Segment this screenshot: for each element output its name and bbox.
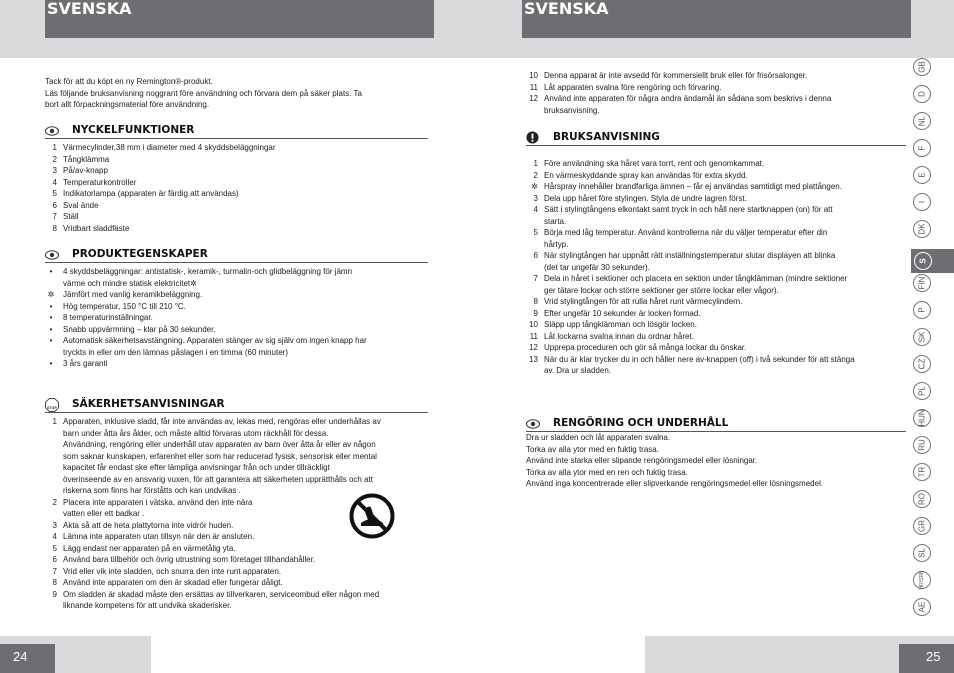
- item-text: Temperaturkontroller: [63, 177, 137, 187]
- tab-label: RU: [917, 439, 927, 451]
- list-item: [526, 158, 906, 170]
- tab-label: SK: [917, 331, 927, 343]
- left-page-title: SVENSKA: [47, 0, 132, 18]
- item-number: 1: [52, 417, 57, 426]
- tab-label: CZ: [917, 358, 927, 370]
- item-text: När stylingtången har uppnått rätt inställningstemperatur slutar displayen att blinka: [544, 251, 836, 260]
- tab-p[interactable]: [913, 301, 931, 319]
- list-item: [45, 428, 428, 440]
- list-item: [45, 324, 428, 336]
- item-text: överinseende av en ansvarig vuxen, för att garantera att säkerheten upprätthålls och att: [63, 474, 373, 484]
- item-text: Sval ände: [63, 200, 99, 210]
- list-item: [45, 577, 428, 589]
- list-item: [526, 204, 906, 216]
- item-number: 6: [52, 200, 57, 210]
- item-number: 3: [52, 166, 57, 175]
- properties-heading: [45, 248, 428, 263]
- item-number: 12: [529, 94, 538, 103]
- left-page-number: [0, 644, 55, 673]
- item-text: Låt apparaten svalna före rengöring och förvaring.: [544, 82, 722, 92]
- item-number: 6: [533, 251, 538, 260]
- list-item: [45, 289, 428, 301]
- intro-line: Läs följande bruksanvisning noggrant före användning och förvara dem på säker plats. Ta: [45, 88, 362, 98]
- language-tabs: [912, 58, 934, 625]
- item-text: Värmecylinder,38 mm i diameter med 4 skyddsbeläggningar: [63, 143, 276, 152]
- instructions-list: [526, 158, 906, 377]
- list-item: [526, 181, 906, 193]
- item-number: 10: [529, 320, 538, 329]
- list-item: [526, 193, 906, 205]
- cleaning-line: Använd inte starka eller slipande rengöringsmedel eller lösningar.: [526, 456, 758, 465]
- item-text: Dela upp håret före stylingen. Styla de undre lagren först.: [544, 193, 747, 203]
- item-text: Sätt i stylingtångens elkontakt samt tryck in och håll nere startknappen (on) för att: [544, 205, 833, 214]
- tab-label: S: [918, 258, 928, 264]
- list-item: [526, 308, 906, 320]
- item-text: Placera inte apparaten i vätska, använd den inte nära: [63, 497, 253, 507]
- item-text: Efter ungefär 10 sekunder är locken formad.: [544, 308, 701, 318]
- tab-label: HUN: [917, 409, 927, 427]
- item-number: 8: [52, 578, 57, 587]
- item-text: 3 års garanti: [63, 359, 108, 368]
- tab-ae[interactable]: [913, 598, 931, 616]
- instructions-heading: [526, 131, 906, 146]
- cleaning-title: RENGÖRING OCH UNDERHÅLL: [553, 417, 729, 429]
- list-item: [526, 250, 906, 262]
- item-number: 3: [52, 520, 57, 530]
- tab-s[interactable]: [914, 252, 932, 270]
- item-text: 8 temperaturinställningar.: [63, 313, 153, 322]
- cleaning-line: Torka av alla ytor med en ren och fuktig trasa.: [526, 467, 688, 477]
- tab-label: PL: [917, 386, 927, 396]
- item-text: Användning, rengöring eller underhåll utav apparaten av barn över åtta år eller av någon: [63, 440, 376, 449]
- item-text: Indikatorlampa (apparaten är färdig att användas): [63, 189, 239, 198]
- item-number: 10: [529, 71, 538, 80]
- safety-heading: [45, 398, 428, 413]
- tab-label: D: [917, 91, 927, 97]
- properties-list: [45, 266, 428, 370]
- tab-label: GB: [917, 61, 927, 73]
- item-text: Börja med låg temperatur. Använd kontrollerna när du väljer temperatur efter din: [544, 228, 828, 237]
- no-water-icon: [349, 493, 395, 539]
- item-text: Om sladden är skadad måste den ersättas av tillverkaren, serviceombud eller någon med: [63, 589, 380, 599]
- list-item: [526, 262, 906, 274]
- item-text: kapacitet får endast ske efter lämpliga anvisningar från och under tillräckligt: [63, 463, 330, 472]
- list-item: [526, 170, 906, 182]
- item-number: 7: [52, 566, 57, 576]
- tab-sk[interactable]: [913, 328, 931, 346]
- list-item: [526, 70, 906, 82]
- item-number: •: [49, 313, 53, 322]
- list-item: [526, 319, 906, 331]
- item-number: 12: [529, 343, 538, 352]
- key-features-list: [45, 142, 428, 234]
- tab-label: SL: [917, 548, 927, 558]
- item-text: Akta så att de heta plattytorna inte vidrör huden.: [63, 520, 234, 530]
- item-text: tryckts in eller om den lämnas påslagen i en timma (60 minuter): [63, 347, 288, 357]
- item-number: 2: [52, 497, 57, 507]
- intro-line: Tack för att du köpt en ny Remington®-produkt.: [45, 77, 213, 86]
- tab-label: DK: [917, 223, 927, 235]
- item-number: 4: [533, 205, 538, 214]
- tab-pl[interactable]: [913, 382, 931, 400]
- key-features-title: NYCKELFUNKTIONER: [72, 124, 195, 136]
- item-text: Vridbart sladdfäste: [63, 223, 130, 233]
- item-text: av. Dra ur sladden.: [544, 366, 611, 375]
- cleaning-section: [526, 417, 906, 490]
- item-text: Lägg endast ner apparaten på en värmetålig yta.: [63, 543, 236, 553]
- item-number: •: [49, 324, 53, 334]
- warning-icon: [526, 131, 539, 144]
- item-text: (det tar ungefär 30 sekunder).: [544, 262, 650, 272]
- list-item: [45, 600, 428, 612]
- item-number: •: [49, 301, 53, 311]
- item-text: Tångklämma: [63, 154, 110, 164]
- key-features-heading: [45, 124, 428, 139]
- item-number: 7: [52, 212, 57, 221]
- tab-label: NL: [917, 115, 927, 127]
- tab-label: FIN: [917, 276, 927, 290]
- list-item: [45, 474, 428, 486]
- item-number: 1: [52, 143, 57, 152]
- item-text: Denna apparat är inte avsedd för kommersiellt bruk eller för frisörsalonger.: [544, 71, 808, 80]
- item-number: •: [49, 359, 53, 368]
- intro-text: [45, 76, 430, 111]
- item-text: När du är klar trycker du in och håller nere av-knappen (off) i två sekunder för att stänga: [544, 354, 855, 364]
- list-item: [526, 82, 906, 94]
- list-item: [45, 165, 428, 177]
- tab-ru[interactable]: [913, 436, 931, 454]
- tab-cz[interactable]: [913, 355, 931, 373]
- left-header: [45, 0, 434, 38]
- key-features-section: [45, 124, 428, 234]
- item-number: 2: [52, 154, 57, 164]
- list-item: [45, 177, 428, 189]
- cleaning-text: [526, 432, 906, 490]
- tab-label: TR: [917, 466, 927, 478]
- tab-gr[interactable]: [913, 517, 931, 535]
- item-number: •: [49, 267, 53, 276]
- cleaning-line: Torka av alla ytor med en fuktig trasa.: [526, 444, 659, 454]
- tab-dk[interactable]: [913, 220, 931, 238]
- item-number: 6: [52, 555, 57, 564]
- item-number: 4: [52, 532, 57, 541]
- list-item: [45, 416, 428, 428]
- item-text: Vrid eller vik inte sladden, och snurra den inte runt apparaten.: [63, 566, 282, 576]
- tab-tr[interactable]: [913, 463, 931, 481]
- list-item: [45, 211, 428, 223]
- item-text: barn under åtta års ålder, och måste alltid förvaras utom räckhåll för dessa.: [63, 428, 329, 438]
- list-item: [45, 358, 428, 370]
- tab-hun[interactable]: [913, 409, 931, 427]
- list-item: [45, 266, 428, 278]
- item-text: Dela in håret i sektioner och placera en sektion under tångklämman (mindre sektioner: [544, 274, 848, 283]
- tab-label: P: [917, 307, 927, 313]
- tab-sl[interactable]: [913, 544, 931, 562]
- tab-gb[interactable]: [913, 58, 931, 76]
- list-item: [526, 93, 906, 105]
- item-text: Hög temperatur, 150 °C till 210 °C.: [63, 301, 186, 311]
- list-item: [526, 342, 906, 354]
- page-number-right: 25: [926, 649, 941, 664]
- item-text: Släpp upp tångklämman och lösgör locken.: [544, 320, 697, 329]
- item-text: Jämfört med vanlig keramikbeläggning.: [63, 290, 203, 299]
- item-number: 5: [52, 189, 57, 198]
- list-item: [526, 216, 906, 228]
- item-number: 13: [529, 354, 538, 364]
- item-text: starta.: [544, 216, 567, 226]
- eye-icon: [45, 250, 59, 260]
- item-text: som saknar kunskapen, erfarenhet eller som har reducerad fysisk, sensorisk eller mental: [63, 451, 377, 461]
- tab-label: RO: [917, 493, 927, 505]
- tab-label: AE: [917, 601, 927, 613]
- list-item: [526, 296, 906, 308]
- tab-i[interactable]: [913, 193, 931, 211]
- tab-label: E: [917, 172, 927, 178]
- right-header: [522, 0, 911, 38]
- safety-continued-list: [526, 70, 906, 116]
- tab-label: I: [917, 200, 927, 204]
- item-number: 8: [533, 297, 538, 306]
- item-text: värme och mindre statisk elektricitet✲: [63, 278, 197, 288]
- item-text: Använd inte apparaten om den är skadad eller fungerar dåligt.: [63, 578, 283, 587]
- list-item: [45, 301, 428, 313]
- list-item: [526, 331, 906, 343]
- stop-icon-label: STOP: [47, 406, 57, 410]
- intro-line: bort allt förpackningsmaterial före användning.: [45, 100, 210, 109]
- tab-label: F: [917, 145, 927, 151]
- item-text: ger tätare lockar och större sektioner ger större lockar eller vågor).: [544, 285, 779, 295]
- list-item: [45, 543, 428, 555]
- list-item: [45, 154, 428, 166]
- item-number: 8: [52, 223, 57, 233]
- list-item: [45, 589, 428, 601]
- list-item: [45, 142, 428, 154]
- list-item: [45, 451, 428, 463]
- eye-icon: [526, 419, 540, 429]
- cleaning-line: Dra ur sladden och låt apparaten svalna.: [526, 433, 671, 442]
- safety-title: SÄKERHETSANVISNINGAR: [72, 398, 225, 410]
- tab-ro[interactable]: [913, 490, 931, 508]
- item-text: Använd bara tillbehör och övrig utrustning som företaget tillhandahåller.: [63, 555, 316, 564]
- item-number: 4: [52, 177, 57, 187]
- eye-icon: [45, 126, 59, 136]
- item-number: 5: [533, 228, 538, 237]
- tab-label: HR/SRB: [919, 570, 925, 590]
- item-text: riskerna som finns har förståtts och kan undvikas .: [63, 486, 241, 495]
- item-number: 11: [529, 331, 538, 341]
- item-text: Automatisk säkerhetsavstängning. Apparaten stänger av sig själv om ingen knapp har: [63, 336, 367, 345]
- list-item: [45, 312, 428, 324]
- item-number: 1: [533, 159, 538, 168]
- instructions-section: [526, 131, 906, 377]
- item-text: liknande kompetens för att undvika skaderisker.: [63, 601, 232, 610]
- list-item: [45, 554, 428, 566]
- list-item: [45, 278, 428, 290]
- item-text: Lämna inte apparaten utan tillsyn när den är ansluten.: [63, 532, 255, 541]
- list-item: [45, 462, 428, 474]
- item-number: ✲: [47, 290, 55, 299]
- right-page-number: [899, 644, 954, 673]
- list-item: [526, 365, 906, 377]
- item-number: 11: [529, 82, 538, 92]
- list-item: [526, 105, 906, 117]
- item-text: Före användning ska håret vara torrt, rent och genomkammat.: [544, 159, 765, 168]
- item-text: 4 skyddsbeläggningar: antistatisk-, keramik-, turmalin-och glidbeläggning för jämn: [63, 267, 353, 276]
- item-number: 9: [533, 308, 538, 318]
- tab-f[interactable]: [913, 139, 931, 157]
- item-text: Låt lockarna svalna innan du ordnar håret.: [544, 331, 694, 341]
- properties-title: PRODUKTEGENSKAPER: [72, 248, 208, 260]
- list-item: [45, 347, 428, 359]
- list-item: [45, 566, 428, 578]
- item-text: Apparaten, inklusive sladd, får inte användas av, lekas med, rengöras eller underhållas av: [63, 417, 381, 426]
- tab-hr-srb[interactable]: [913, 571, 931, 589]
- list-item: [526, 273, 906, 285]
- tab-nl[interactable]: [913, 112, 931, 130]
- tab-d[interactable]: [913, 85, 931, 103]
- item-text: hårtyp.: [544, 239, 569, 249]
- list-item: [45, 200, 428, 212]
- tab-fin[interactable]: [913, 274, 931, 292]
- list-item: [45, 223, 428, 235]
- item-text: På/av-knapp: [63, 166, 108, 175]
- item-text: Ställ: [63, 212, 79, 221]
- right-page-title: SVENSKA: [524, 0, 609, 18]
- cleaning-heading: [526, 417, 906, 432]
- list-item: [526, 354, 906, 366]
- item-number: 5: [52, 543, 57, 553]
- item-number: 2: [533, 170, 538, 180]
- item-text: vatten eller ett badkar .: [63, 509, 145, 518]
- item-number: •: [49, 336, 53, 345]
- item-number: 3: [533, 193, 538, 203]
- tab-e[interactable]: [913, 166, 931, 184]
- tab-label: GR: [917, 520, 927, 532]
- item-text: Snabb uppvärmning – klar på 30 sekunder.: [63, 324, 216, 334]
- page-number-left: 24: [13, 649, 28, 664]
- list-item: [526, 227, 906, 239]
- list-item: [45, 439, 428, 451]
- item-text: Använd inte apparaten för några andra ändamål än sådana som beskrivs i denna: [544, 94, 832, 103]
- item-text: Vrid stylingtången för att rulla håret runt värmecylindern.: [544, 297, 743, 306]
- list-item: [526, 239, 906, 251]
- item-text: bruksanvisning.: [544, 105, 600, 115]
- item-number: 9: [52, 589, 57, 599]
- instructions-title: BRUKSANVISNING: [553, 131, 660, 143]
- item-text: Hårspray innehåller brandfarliga ämnen – får ej användas samtidigt med plattången.: [544, 182, 842, 191]
- active-language-tab[interactable]: [911, 249, 954, 273]
- item-number: 7: [533, 274, 538, 283]
- item-text: Upprepa proceduren och gör så många lockar du önskar.: [544, 343, 747, 352]
- properties-section: [45, 248, 428, 370]
- safety-continued: [526, 70, 906, 116]
- item-text: En värmeskyddande spray kan användas för extra skydd.: [544, 170, 748, 180]
- list-item: [45, 188, 428, 200]
- cleaning-line: Använd inga koncentrerade eller slipverkande rengöringsmedel eller lösningsmedel.: [526, 479, 824, 488]
- list-item: [45, 335, 428, 347]
- list-item: [526, 285, 906, 297]
- item-number: ✲: [531, 182, 538, 191]
